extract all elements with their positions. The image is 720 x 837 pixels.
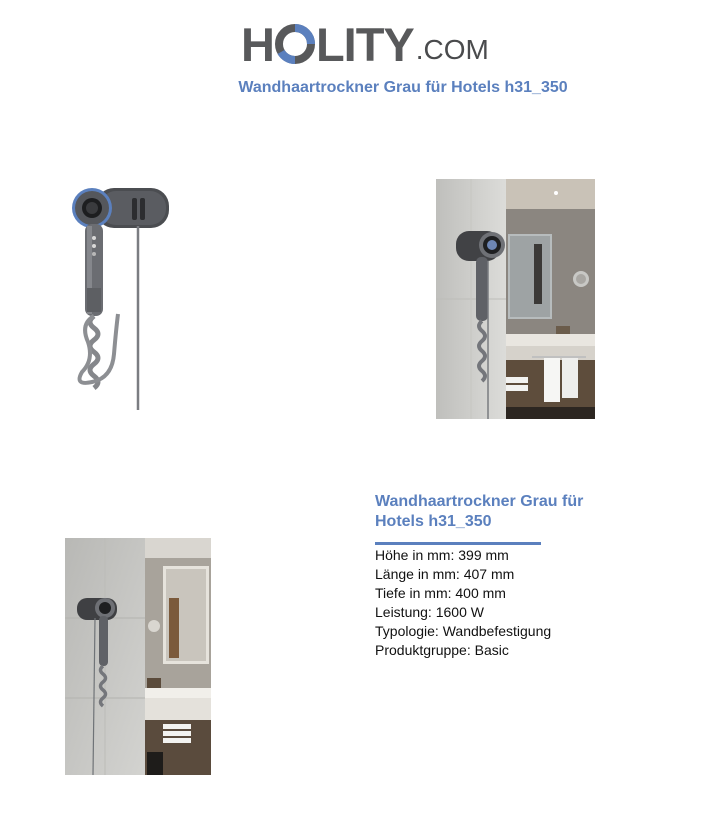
bathroom-photo-1	[436, 179, 595, 419]
logo-text-start: H	[241, 18, 274, 71]
spec-height: Höhe in mm: 399 mm	[375, 547, 509, 563]
product-photo	[70, 178, 182, 418]
spec-type: Typologie: Wandbefestigung	[375, 623, 552, 639]
bathroom-photo-2	[65, 538, 211, 775]
product-title-line-1: Wandhaartrockner Grau für	[375, 493, 584, 510]
spec-product-group: Produktgruppe: Basic	[375, 642, 509, 658]
title-underline-divider	[375, 542, 541, 545]
logo-o-mark-icon	[275, 24, 315, 64]
spec-length: Länge in mm: 407 mm	[375, 566, 515, 582]
product-title-line-2: Hotels h31_350	[375, 513, 492, 530]
spec-list	[375, 546, 675, 660]
logo-text-suffix: .COM	[415, 34, 489, 65]
page-title: Wandhaartrockner Grau für Hotels h31_350	[238, 79, 568, 96]
holity-logo[interactable]	[241, 12, 489, 71]
product-title	[375, 492, 615, 532]
spec-depth: Tiefe in mm: 400 mm	[375, 585, 506, 601]
spec-power: Leistung: 1600 W	[375, 604, 484, 620]
logo-text-rest: LITY	[315, 18, 414, 71]
